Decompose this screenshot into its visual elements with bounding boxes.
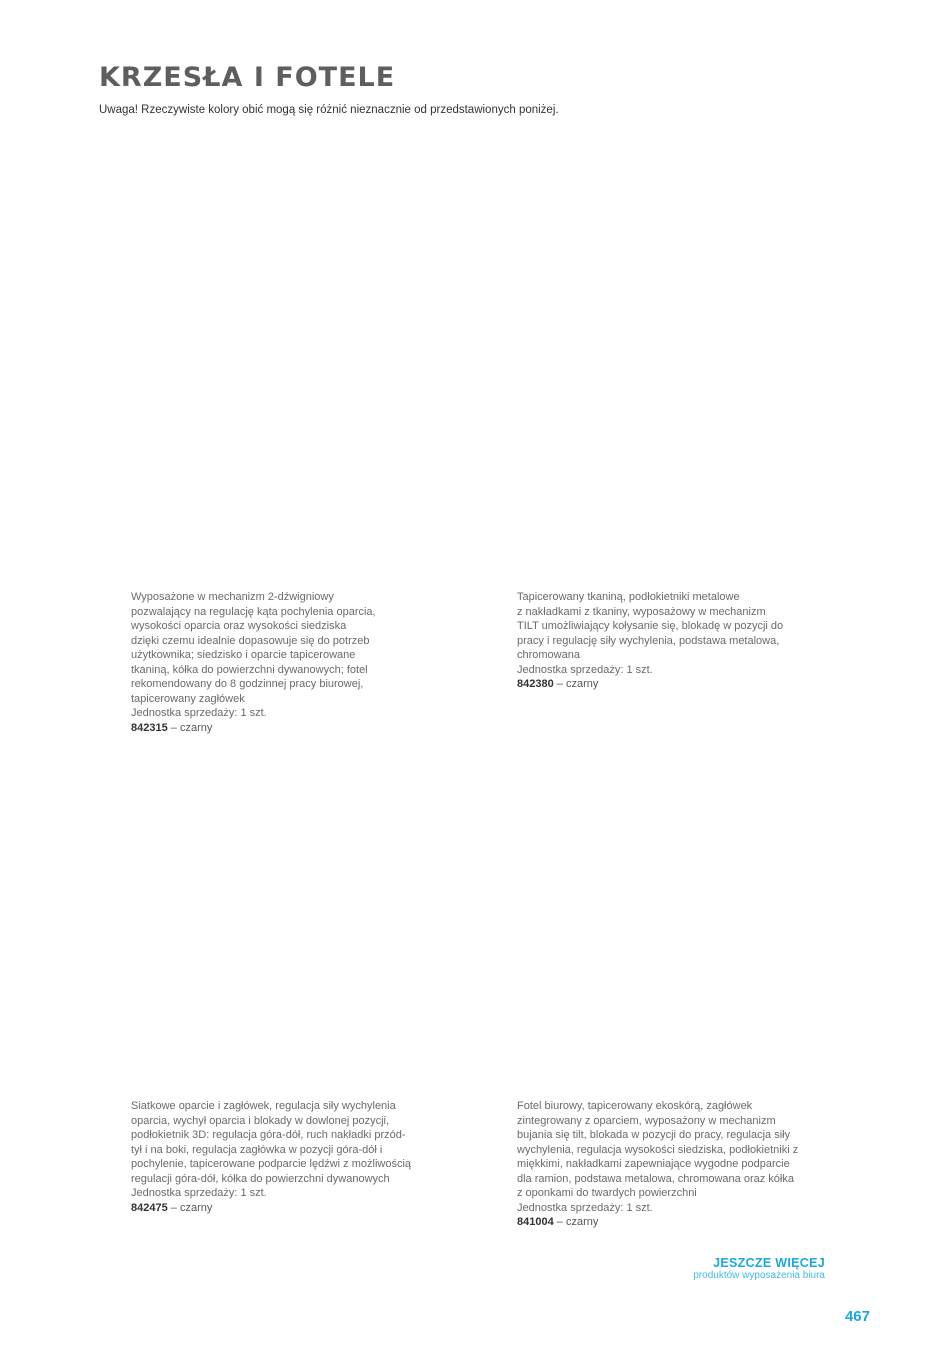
product-code: 842475 [131, 1201, 168, 1214]
sales-unit: Jednostka sprzedaży: 1 szt. [517, 663, 653, 676]
product-description: Fotel biurowy, tapicerowany ekoskórą, zagłówek zintegrowany z oparciem, wyposażony w mechanizm bujania się tilt, blokada w pozycji do pracy, regulacja siły wychylenia, regulacja wysokości siedziska, podłokietniki z miękkimi, nakładkami zapewniające wygodne podparcie dla ramion, podstawa metalowa, chromowana oraz kółka z oponkami do twardych powierzchni [517, 1100, 799, 1199]
product-color: – czarny [167, 721, 213, 734]
more-products-title: JESZCZE WIĘCEJ [713, 1256, 825, 1270]
product-color: – czarny [553, 678, 599, 690]
sales-unit: Jednostka sprzedaży: 1 szt. [131, 707, 267, 719]
product-code: 841004 [517, 1216, 554, 1228]
product-code-line [517, 677, 807, 692]
product-842475 [131, 1099, 431, 1215]
sales-unit: Jednostka sprzedaży: 1 szt. [517, 1201, 653, 1214]
product-description: Siatkowe oparcie i zagłówek, regulacja siły wychylenia oparcia, wychył oparcia i blokady w dowlonej pozycji, podłokietnik 3D: regulacja góra-dół, ruch nakładki przód- tył i na boki, regulacja zagłówka w pozycji góra-dół i pochylenie, tapicerowane podparcie lędźwi z możliwością regulacji góra-dół, kółka do powierzchni dywanowych [131, 1100, 412, 1185]
color-note: Uwaga! Rzeczywiste kolory obić mogą się różnić nieznacznie od przedstawionych poniżej. [99, 104, 559, 116]
product-code-line [131, 1201, 431, 1216]
product-color: – czarny [553, 1216, 599, 1228]
more-products-link[interactable] [693, 1256, 825, 1281]
more-products-subtitle: produktów wyposażenia biura [693, 1270, 825, 1281]
product-code-line [517, 1215, 817, 1230]
product-842315 [131, 590, 391, 735]
product-842380 [517, 590, 807, 692]
page-number: 467 [844, 1308, 870, 1325]
product-description: Wyposażone w mechanizm 2-dźwigniowy pozwalający na regulację kąta pochylenia oparcia, wysokości oparcia oraz wysokości siedziska dzięki czemu idealnie dopasowuje się do potrzeb użytkownika; siedzisko i oparcie tapicerowane tkaniną, kółka do powierzchni dywanowych; fotel rekomendowany do 8 godzinnej pracy biurowej, tapicerowany zagłówek [131, 591, 376, 705]
page-title: KRZESŁA I FOTELE [99, 62, 396, 93]
product-841004 [517, 1099, 817, 1230]
product-code-line [131, 721, 391, 736]
sales-unit: Jednostka sprzedaży: 1 szt. [131, 1187, 267, 1199]
product-description: Tapicerowany tkaniną, podłokietniki metalowe z nakładkami z tkaniny, wyposażowy w mechanizm TILT umożliwiający kołysanie się, blokadę w pozycji do pracy i regulację siły wychylenia, podstawa metalowa, chromowana [517, 591, 784, 661]
product-color: – czarny [167, 1201, 213, 1214]
product-code: 842380 [517, 678, 554, 690]
product-code: 842315 [131, 721, 168, 734]
